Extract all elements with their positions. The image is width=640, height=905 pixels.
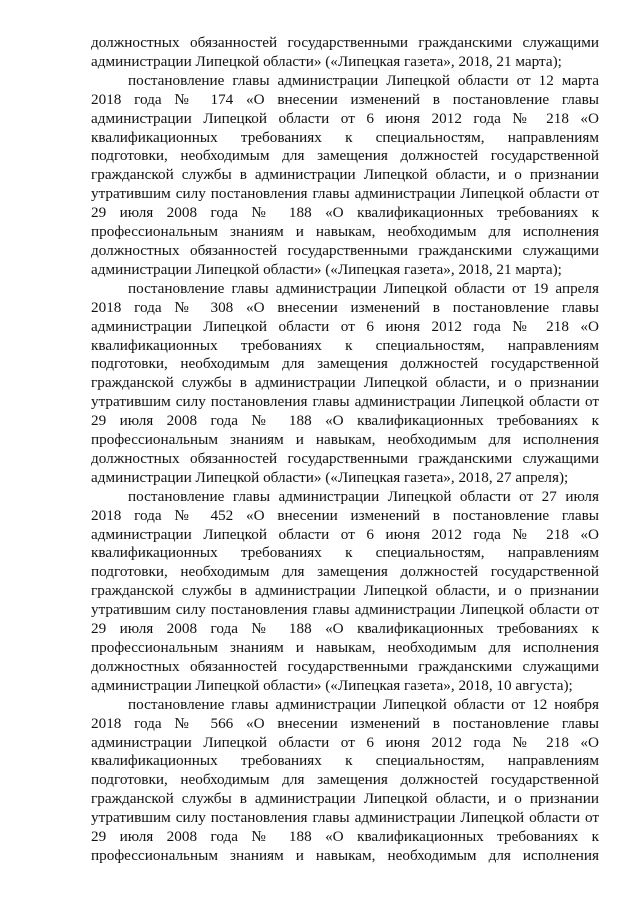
text-line: должностных обязанностей государственными гражданскими служащими xyxy=(91,657,599,675)
text-line: гражданской службы в администрации Липецкой области, и о признании xyxy=(91,790,599,808)
text-line: должностных обязанностей государственными гражданскими служащими xyxy=(91,241,599,259)
paragraph-first-line: постановление главы администрации Липецкой области от 12 марта xyxy=(128,71,599,89)
text-line: администрации Липецкой области» («Липецкая газета», 2018, 21 марта); xyxy=(91,260,562,278)
text-line: утратившим силу постановления главы администрации Липецкой области от xyxy=(91,809,599,827)
text-line: 2018 года № 174 «О внесении изменений в постановление главы xyxy=(91,90,599,108)
text-line: гражданской службы в администрации Липецкой области, и о признании xyxy=(91,374,599,392)
text-line: утратившим силу постановления главы администрации Липецкой области от xyxy=(91,185,599,203)
text-line: администрации Липецкой области» («Липецкая газета», 2018, 10 августа); xyxy=(91,676,573,694)
text-line: подготовки, необходимым для замещения должностей государственной xyxy=(91,147,599,165)
text-line: подготовки, необходимым для замещения должностей государственной xyxy=(91,355,599,373)
text-line: 29 июля 2008 года № 188 «О квалификационных требованиях к xyxy=(91,412,599,430)
text-line: администрации Липецкой области от 6 июня 2012 года № 218 «О xyxy=(91,317,599,335)
text-line: должностных обязанностей государственными гражданскими служащими xyxy=(91,34,599,51)
document-body xyxy=(91,34,599,866)
text-line: квалификационных требованиях к специальностям, направлениям xyxy=(91,336,599,354)
text-line: подготовки, необходимым для замещения должностей государственной xyxy=(91,771,599,789)
text-line: 29 июля 2008 года № 188 «О квалификационных требованиях к xyxy=(91,828,599,846)
text-line: профессиональным знаниям и навыкам, необходимым для исполнения xyxy=(91,639,599,656)
text-line: 2018 года № 308 «О внесении изменений в постановление главы xyxy=(91,298,599,316)
text-line: 29 июля 2008 года № 188 «О квалификационных требованиях к xyxy=(91,620,599,638)
paragraph-first-line: постановление главы администрации Липецкой области от 19 апреля xyxy=(128,279,599,297)
text-line: профессиональным знаниям и навыкам, необходимым для исполнения xyxy=(91,846,599,864)
text-line: квалификационных требованиях к специальностям, направлениям xyxy=(91,128,599,146)
text-line: должностных обязанностей государственными гражданскими служащими xyxy=(91,449,599,467)
text-line: утратившим силу постановления главы администрации Липецкой области от xyxy=(91,393,599,411)
text-line: профессиональным знаниям и навыкам, необходимым для исполнения xyxy=(91,223,599,241)
text-line: утратившим силу постановления главы администрации Липецкой области от xyxy=(91,601,599,619)
text-line: администрации Липецкой области» («Липецкая газета», 2018, 27 апреля); xyxy=(91,468,569,486)
paragraph-first-line: постановление главы администрации Липецкой области от 27 июля xyxy=(128,487,599,505)
text-line: подготовки, необходимым для замещения должностей государственной xyxy=(91,563,599,581)
text-line: профессиональным знаниям и навыкам, необходимым для исполнения xyxy=(91,431,599,449)
text-line: 2018 года № 452 «О внесении изменений в постановление главы xyxy=(91,506,599,524)
text-line: квалификационных требованиях к специальностям, направлениям xyxy=(91,544,599,562)
text-line: гражданской службы в администрации Липецкой области, и о признании xyxy=(91,166,599,184)
text-line: гражданской службы в администрации Липецкой области, и о признании xyxy=(91,582,599,600)
text-line: администрации Липецкой области от 6 июня 2012 года № 218 «О xyxy=(91,733,599,751)
text-line: 2018 года № 566 «О внесении изменений в постановление главы xyxy=(91,714,599,732)
text-line: администрации Липецкой области от 6 июня 2012 года № 218 «О xyxy=(91,109,599,127)
text-line: квалификационных требованиях к специальностям, направлениям xyxy=(91,752,599,770)
text-line: администрации Липецкой области» («Липецкая газета», 2018, 21 марта); xyxy=(91,52,562,70)
paragraph-first-line: постановление главы администрации Липецкой области от 12 ноября xyxy=(128,695,599,713)
text-line: администрации Липецкой области от 6 июня 2012 года № 218 «О xyxy=(91,525,599,543)
text-line: 29 июля 2008 года № 188 «О квалификационных требованиях к xyxy=(91,204,599,222)
